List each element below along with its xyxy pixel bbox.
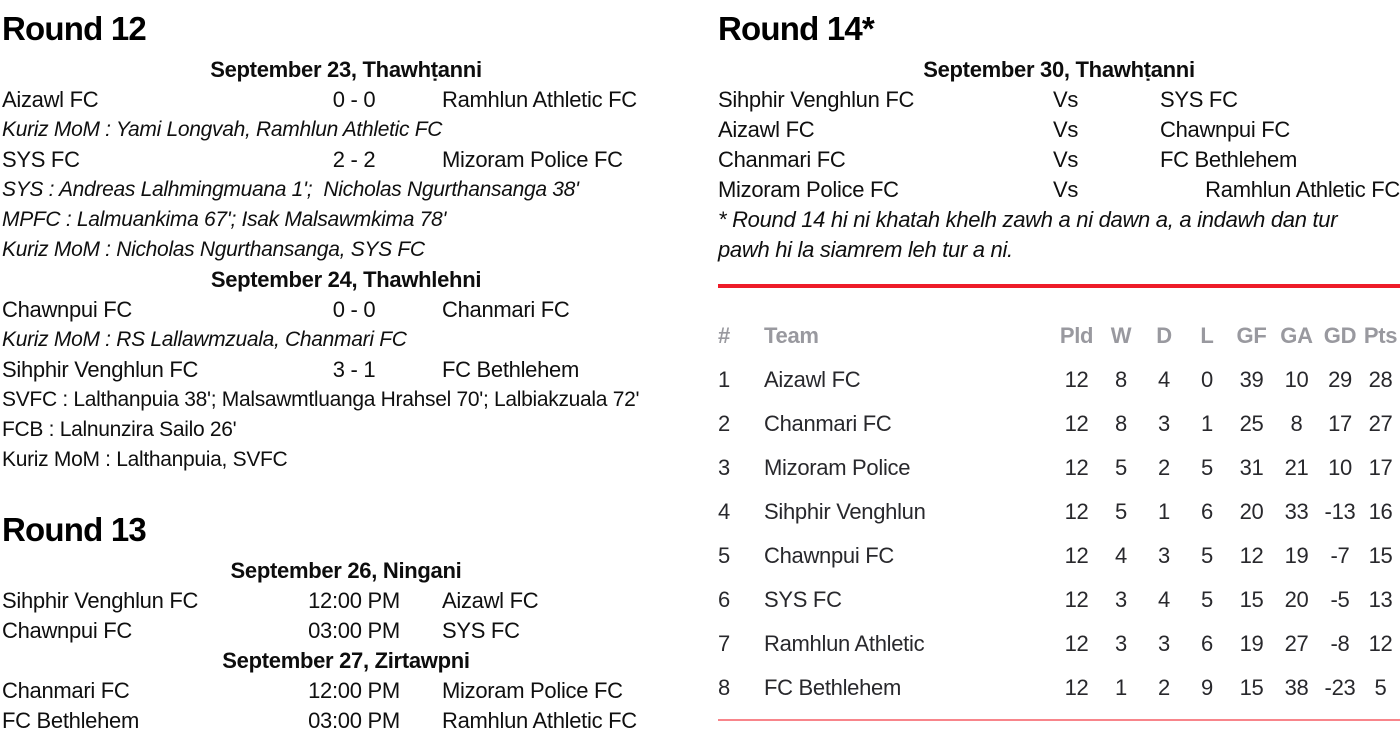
stat-ga: 27 bbox=[1284, 631, 1309, 656]
match-row bbox=[718, 145, 1400, 175]
stat-ga: 33 bbox=[1284, 499, 1309, 524]
standings-row bbox=[718, 666, 1400, 710]
stat-gf: 19 bbox=[1239, 631, 1264, 656]
away-team: SYS FC bbox=[442, 618, 520, 643]
stat-gd: -13 bbox=[1324, 499, 1356, 524]
match-detail-line: Kuriz MoM : Nicholas Ngurthansanga, SYS FC bbox=[2, 238, 425, 261]
match-score: 3 - 1 bbox=[332, 357, 376, 382]
team-name: Chawnpui FC bbox=[764, 543, 894, 568]
standings-row bbox=[718, 578, 1400, 622]
match-row bbox=[2, 145, 690, 175]
stat-d: 1 bbox=[1158, 499, 1170, 524]
stat-w: 3 bbox=[1115, 631, 1127, 656]
stat-w: 5 bbox=[1115, 499, 1127, 524]
standings-row bbox=[718, 446, 1400, 490]
team-name: Mizoram Police bbox=[764, 455, 911, 480]
team-rank: 1 bbox=[718, 367, 730, 392]
away-team: Ramhlun Athletic FC bbox=[442, 87, 637, 112]
team-rank: 7 bbox=[718, 631, 730, 656]
left-column bbox=[2, 10, 690, 736]
stat-gf: 15 bbox=[1239, 675, 1264, 700]
round-12-title: Round 12 bbox=[2, 10, 146, 47]
match-detail-line: Kuriz MoM : Lalthanpuia, SVFC bbox=[2, 448, 288, 471]
stat-gf: 39 bbox=[1239, 367, 1264, 392]
stat-gd: -23 bbox=[1324, 675, 1356, 700]
stat-gd: 10 bbox=[1328, 455, 1352, 480]
stat-ga: 20 bbox=[1284, 587, 1309, 612]
vs-label: Vs bbox=[1053, 87, 1079, 112]
stat-gf: 31 bbox=[1239, 455, 1264, 480]
round-14-title: Round 14* bbox=[718, 10, 874, 47]
stat-l: 6 bbox=[1201, 499, 1213, 524]
stat-gf: 12 bbox=[1239, 543, 1264, 568]
divider-line-top bbox=[718, 284, 1400, 288]
match-time: 03:00 PM bbox=[308, 708, 400, 733]
standings-row bbox=[718, 534, 1400, 578]
match-score: 0 - 0 bbox=[332, 297, 376, 322]
stat-gd: -5 bbox=[1330, 587, 1350, 612]
match-row bbox=[2, 355, 690, 385]
stat-pld: 12 bbox=[1064, 675, 1089, 700]
away-team: FC Bethlehem bbox=[442, 357, 580, 382]
divider-line-bottom bbox=[718, 719, 1400, 721]
away-team: Aizawl FC bbox=[442, 588, 539, 613]
match-detail-line: Kuriz MoM : RS Lallawmzuala, Chanmari FC bbox=[2, 328, 407, 351]
standings-row bbox=[718, 622, 1400, 666]
home-team: Aizawl FC bbox=[718, 117, 815, 142]
stat-ga: 10 bbox=[1284, 367, 1309, 392]
date-header: September 23, Thawhṭanni bbox=[210, 57, 482, 82]
col-header-pld: Pld bbox=[1059, 323, 1094, 348]
stat-w: 5 bbox=[1115, 455, 1127, 480]
round-13-title: Round 13 bbox=[2, 511, 146, 548]
stat-gd: -7 bbox=[1330, 543, 1350, 568]
match-detail-line: FCB : Lalnunzira Sailo 26' bbox=[2, 418, 237, 441]
away-team: Chawnpui FC bbox=[1160, 117, 1290, 142]
match-row bbox=[2, 85, 690, 115]
col-header-team: Team bbox=[764, 323, 819, 348]
stat-l: 5 bbox=[1201, 587, 1213, 612]
stat-pts: 13 bbox=[1368, 587, 1393, 612]
col-header-l: L bbox=[1200, 323, 1214, 348]
stat-d: 4 bbox=[1158, 587, 1170, 612]
team-name: Sihphir Venghlun bbox=[764, 499, 926, 524]
away-team: SYS FC bbox=[1160, 87, 1238, 112]
team-name: FC Bethlehem bbox=[764, 675, 902, 700]
match-time: 12:00 PM bbox=[308, 678, 400, 703]
stat-pld: 12 bbox=[1064, 411, 1089, 436]
team-name: SYS FC bbox=[764, 587, 842, 612]
away-team: FC Bethlehem bbox=[1160, 147, 1298, 172]
match-row bbox=[2, 676, 690, 706]
match-row bbox=[2, 616, 690, 646]
away-team: Ramhlun Athletic FC bbox=[442, 708, 637, 733]
stat-pts: 16 bbox=[1368, 499, 1393, 524]
match-score: 0 - 0 bbox=[332, 87, 376, 112]
standings-table bbox=[718, 314, 1400, 710]
stat-l: 5 bbox=[1201, 455, 1213, 480]
match-row bbox=[718, 115, 1400, 145]
stat-d: 3 bbox=[1158, 631, 1170, 656]
stat-pts: 28 bbox=[1368, 367, 1393, 392]
col-header-gf: GF bbox=[1236, 323, 1267, 348]
stat-pld: 12 bbox=[1064, 543, 1089, 568]
standings-row bbox=[718, 358, 1400, 402]
home-team: Sihphir Venghlun FC bbox=[2, 588, 199, 613]
standings-row bbox=[718, 402, 1400, 446]
home-team: Sihphir Venghlun FC bbox=[718, 87, 915, 112]
stat-gf: 20 bbox=[1239, 499, 1264, 524]
team-rank: 2 bbox=[718, 411, 730, 436]
away-team: Chanmari FC bbox=[442, 297, 570, 322]
stat-d: 4 bbox=[1158, 367, 1170, 392]
match-detail-line: Kuriz MoM : Yami Longvah, Ramhlun Athletic FC bbox=[2, 118, 443, 141]
stat-d: 2 bbox=[1158, 455, 1170, 480]
stat-ga: 8 bbox=[1290, 411, 1303, 436]
match-detail-line: SYS : Andreas Lalhmingmuana 1'; Nicholas Ngurthansanga 38' bbox=[2, 178, 579, 201]
match-time: 12:00 PM bbox=[308, 588, 400, 613]
stat-gf: 15 bbox=[1239, 587, 1264, 612]
match-row bbox=[2, 586, 690, 616]
match-detail-line: MPFC : Lalmuankima 67'; Isak Malsawmkima 78' bbox=[2, 208, 447, 231]
stat-pts: 5 bbox=[1374, 675, 1387, 700]
standings-header-row bbox=[718, 314, 1400, 358]
team-rank: 4 bbox=[718, 499, 730, 524]
stat-pld: 12 bbox=[1064, 587, 1089, 612]
team-name: Aizawl FC bbox=[764, 367, 861, 392]
stat-pld: 12 bbox=[1064, 631, 1089, 656]
stat-w: 3 bbox=[1115, 587, 1127, 612]
stat-pts: 17 bbox=[1368, 455, 1393, 480]
team-rank: 3 bbox=[718, 455, 730, 480]
away-team: Mizoram Police FC bbox=[442, 678, 623, 703]
stat-l: 6 bbox=[1201, 631, 1213, 656]
date-header: September 24, Thawhlehni bbox=[210, 267, 482, 292]
stat-ga: 21 bbox=[1284, 455, 1309, 480]
stat-d: 3 bbox=[1158, 543, 1170, 568]
date-header: September 27, Zirtawpni bbox=[222, 648, 470, 673]
team-name: Ramhlun Athletic bbox=[764, 631, 925, 656]
stat-d: 2 bbox=[1158, 675, 1170, 700]
away-team: Ramhlun Athletic FC bbox=[1205, 177, 1400, 202]
stat-w: 8 bbox=[1115, 367, 1127, 392]
col-header-d: D bbox=[1156, 323, 1172, 348]
match-detail-line: SVFC : Lalthanpuia 38'; Malsawmtluanga Hrahsel 70'; Lalbiakzuala 72' bbox=[2, 388, 640, 411]
match-score: 2 - 2 bbox=[332, 147, 376, 172]
stat-pld: 12 bbox=[1064, 367, 1089, 392]
stat-w: 1 bbox=[1115, 675, 1127, 700]
stat-l: 5 bbox=[1201, 543, 1213, 568]
round-14-note: * Round 14 hi ni khatah khelh zawh a ni dawn a, a indawh dan tur pawh hi la siamrem leh tur a ni. bbox=[718, 207, 1338, 262]
standings-row bbox=[718, 490, 1400, 534]
match-row bbox=[2, 706, 690, 736]
stat-gd: 17 bbox=[1328, 411, 1352, 436]
col-header-gd: GD bbox=[1323, 323, 1357, 348]
stat-ga: 38 bbox=[1284, 675, 1309, 700]
away-team: Mizoram Police FC bbox=[442, 147, 623, 172]
vs-label: Vs bbox=[1053, 117, 1079, 142]
stat-ga: 19 bbox=[1284, 543, 1309, 568]
stat-pld: 12 bbox=[1064, 499, 1089, 524]
stat-gf: 25 bbox=[1239, 411, 1264, 436]
stat-d: 3 bbox=[1158, 411, 1170, 436]
date-header: September 30, Thawhṭanni bbox=[923, 57, 1195, 82]
home-team: SYS FC bbox=[2, 147, 80, 172]
home-team: Chanmari FC bbox=[2, 678, 130, 703]
stat-gd: 29 bbox=[1328, 367, 1352, 392]
home-team: Chawnpui FC bbox=[2, 618, 132, 643]
stat-pts: 15 bbox=[1368, 543, 1393, 568]
home-team: Mizoram Police FC bbox=[718, 177, 899, 202]
col-header-w: W bbox=[1110, 323, 1132, 348]
date-header: September 26, Ningani bbox=[230, 558, 462, 583]
stat-gd: -8 bbox=[1330, 631, 1350, 656]
right-column bbox=[718, 10, 1400, 736]
stat-l: 1 bbox=[1201, 411, 1213, 436]
team-rank: 5 bbox=[718, 543, 730, 568]
stat-pts: 12 bbox=[1368, 631, 1393, 656]
match-time: 03:00 PM bbox=[308, 618, 400, 643]
match-row bbox=[718, 85, 1400, 115]
stat-w: 8 bbox=[1115, 411, 1127, 436]
col-header-pts: Pts bbox=[1363, 323, 1398, 348]
match-row bbox=[2, 295, 690, 325]
home-team: Sihphir Venghlun FC bbox=[2, 357, 199, 382]
stat-w: 4 bbox=[1115, 543, 1127, 568]
stat-l: 0 bbox=[1201, 367, 1213, 392]
match-row bbox=[718, 175, 1400, 205]
home-team: FC Bethlehem bbox=[2, 708, 140, 733]
team-name: Chanmari FC bbox=[764, 411, 892, 436]
home-team: Aizawl FC bbox=[2, 87, 99, 112]
col-header-rank: # bbox=[718, 323, 730, 348]
col-header-ga: GA bbox=[1280, 323, 1313, 348]
home-team: Chawnpui FC bbox=[2, 297, 132, 322]
stat-pts: 27 bbox=[1368, 411, 1393, 436]
vs-label: Vs bbox=[1053, 177, 1079, 202]
team-rank: 8 bbox=[718, 675, 730, 700]
vs-label: Vs bbox=[1053, 147, 1079, 172]
stat-l: 9 bbox=[1201, 675, 1213, 700]
stat-pld: 12 bbox=[1064, 455, 1089, 480]
team-rank: 6 bbox=[718, 587, 730, 612]
home-team: Chanmari FC bbox=[718, 147, 846, 172]
